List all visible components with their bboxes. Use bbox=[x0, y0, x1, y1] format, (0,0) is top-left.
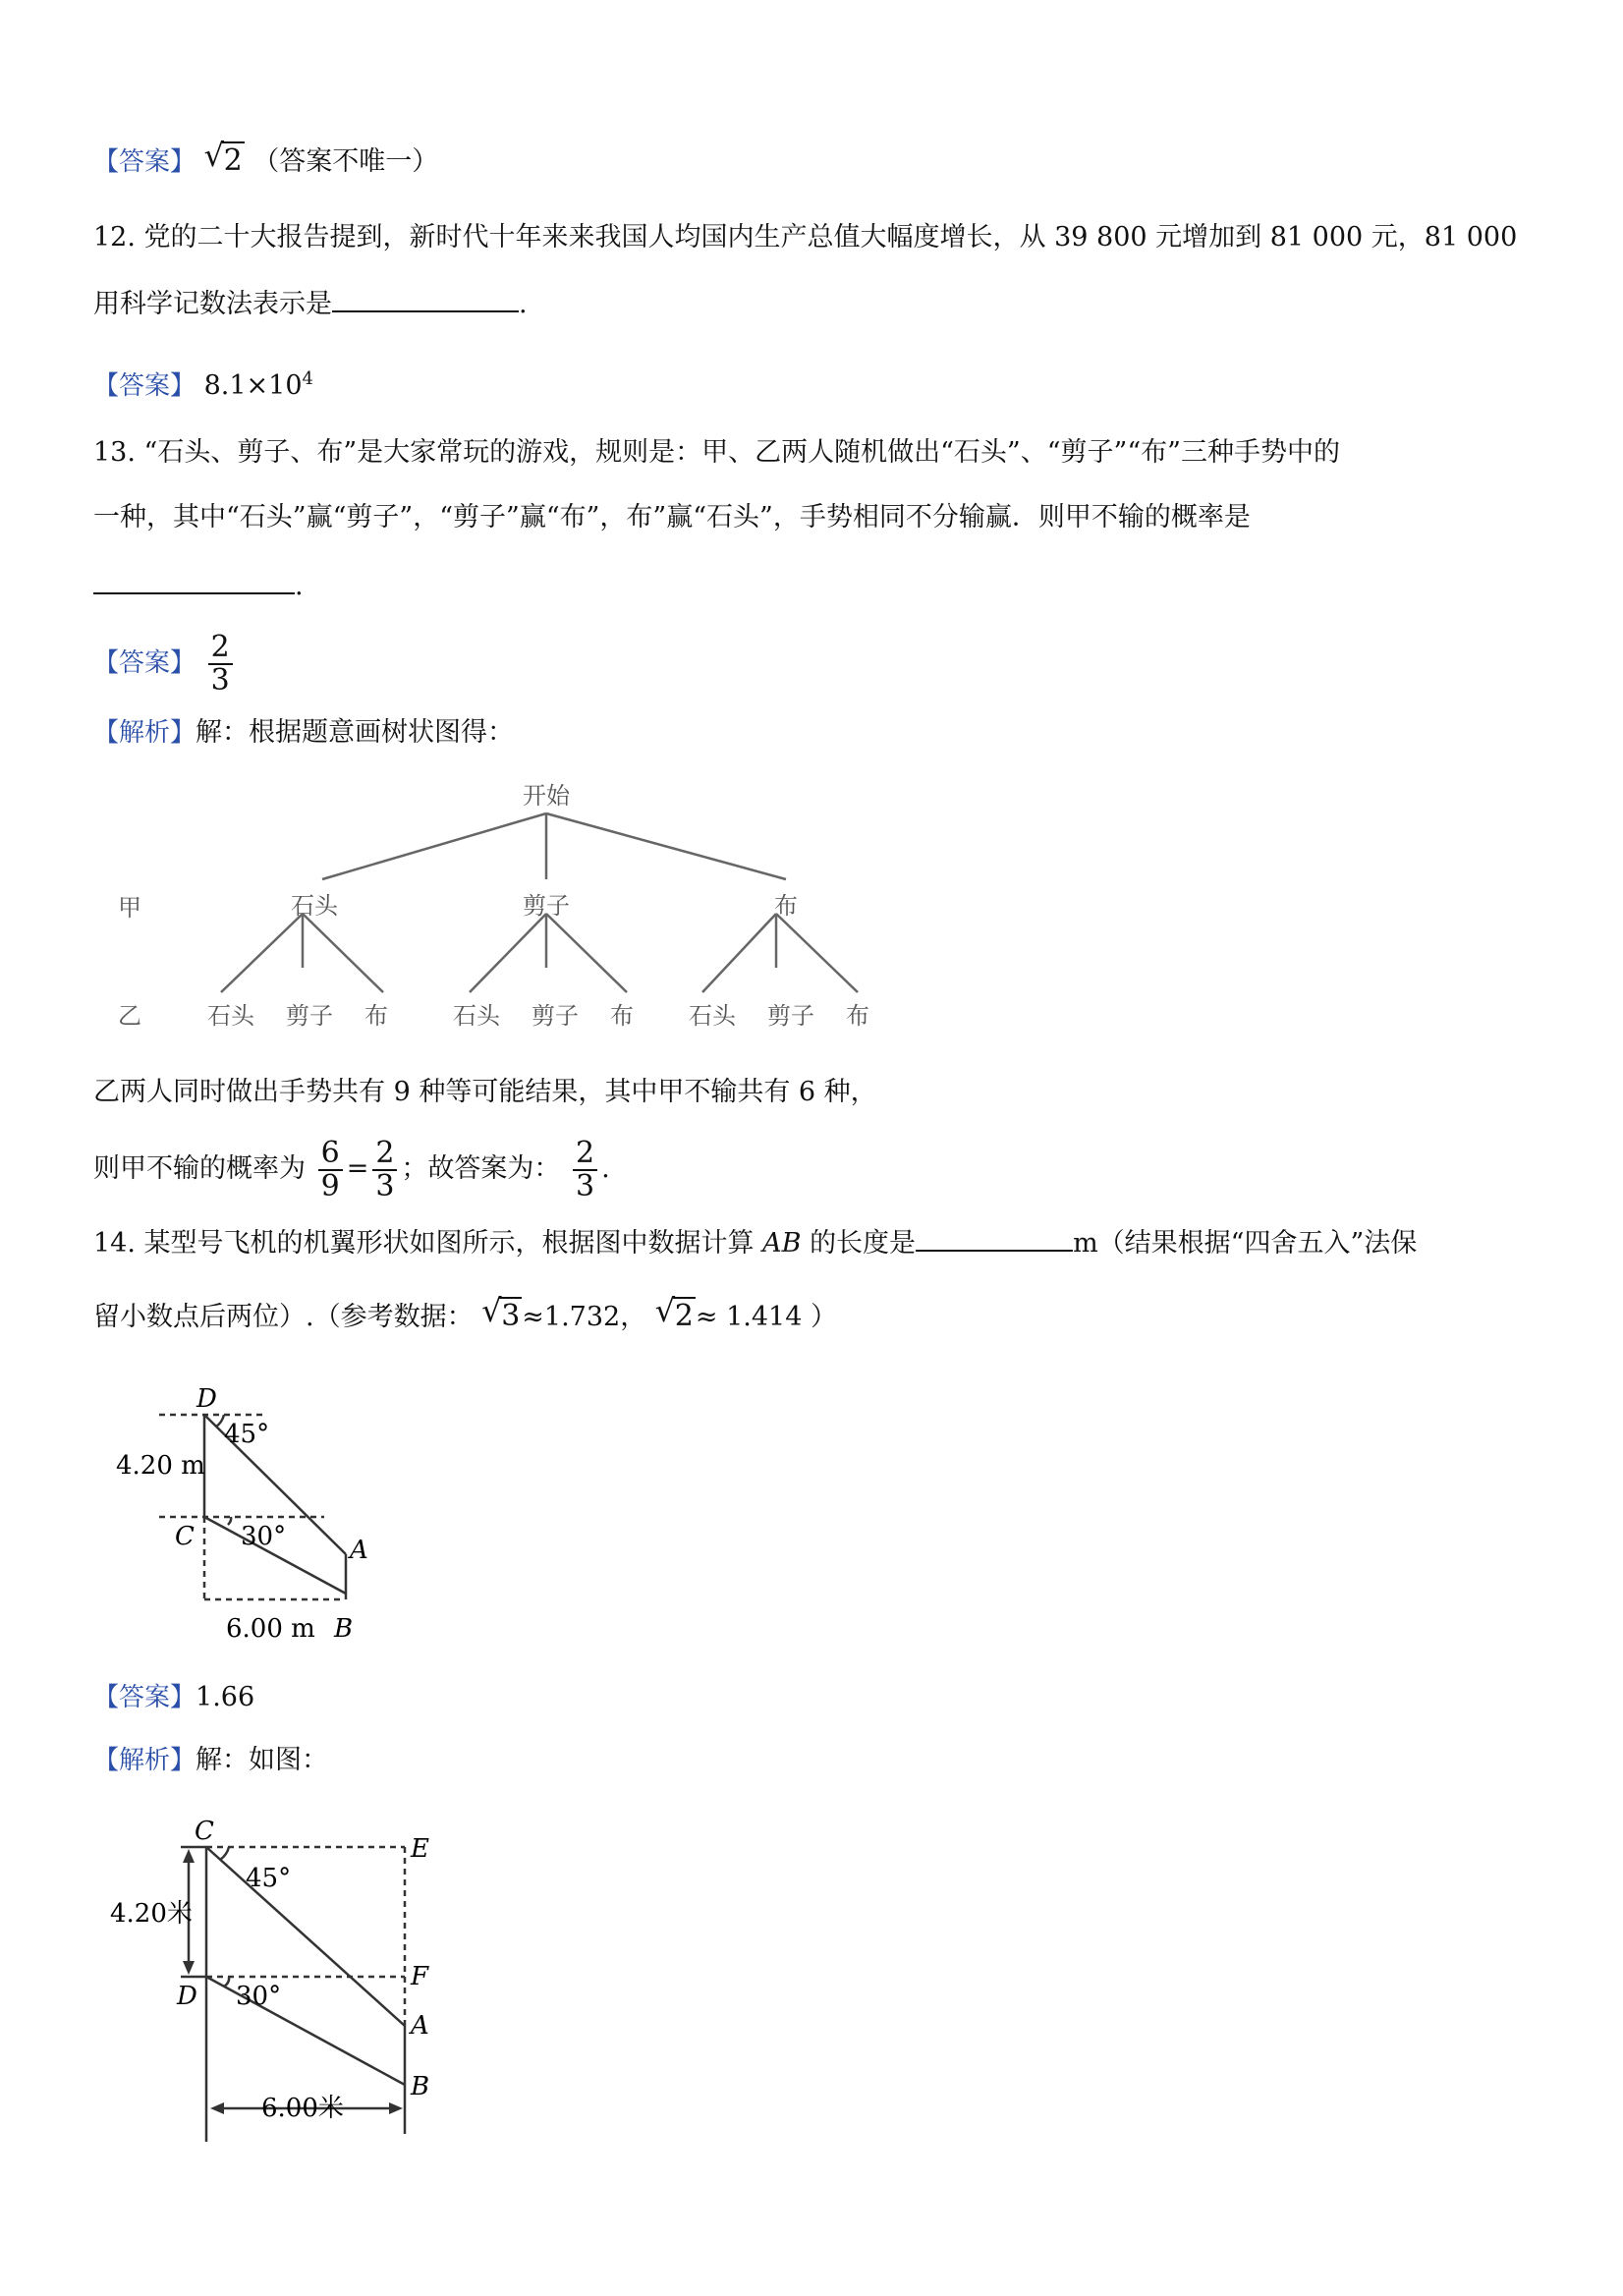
node-l2-2-0: 石头 bbox=[689, 1002, 736, 1030]
label-C: C bbox=[175, 1522, 195, 1551]
angle-45-2: 45° bbox=[246, 1864, 292, 1893]
wing-figure-2 bbox=[98, 1808, 452, 2161]
node-l1-2: 布 bbox=[774, 892, 798, 920]
tree-diagram bbox=[98, 766, 884, 1051]
label-A2: A bbox=[411, 2011, 429, 2041]
node-l2-0-1: 剪子 bbox=[286, 1002, 333, 1030]
answer-tag: 【答案】 bbox=[93, 147, 196, 177]
tree-root: 开始 bbox=[523, 782, 570, 810]
answer-note: （答案不唯一） bbox=[252, 146, 439, 177]
angle-30: 30° bbox=[241, 1522, 287, 1551]
width-label-2: 6.00米 bbox=[261, 2094, 344, 2123]
q13-analysis: 【解析】解：根据题意画树状图得： bbox=[93, 717, 515, 748]
q13-explain2: 则甲不输的概率为 $\frac{6}{9}$ = $\frac{2}{3}$ ；故答案为： $\frac{2}{3}$ . bbox=[93, 1135, 610, 1204]
label-B2: B bbox=[411, 2072, 430, 2101]
row-label-jia: 甲 bbox=[118, 894, 141, 922]
width-label: 6.00 m bbox=[226, 1614, 315, 1644]
q12-line2: 用科学记数法表示是 . bbox=[93, 283, 528, 324]
q12-line1: 12. 党的二十大报告提到，新时代十年来来我国人均国内生产总值大幅度增长，从 39 800 元增加到 81 000 元，81 000 bbox=[93, 222, 1518, 252]
fraction: $\frac{2}{3}$ bbox=[208, 632, 233, 697]
node-l1-0: 石头 bbox=[291, 892, 338, 920]
analysis-tag: 【解析】 bbox=[93, 1746, 196, 1775]
answer-blank bbox=[916, 1222, 1073, 1252]
q13-line1: 13. “石头、剪子、布”是大家常玩的游戏，规则是：甲、乙两人随机做出“石头”、“剪子”“布”三种手势中的 bbox=[93, 437, 1340, 468]
label-D2: D bbox=[177, 1982, 197, 2011]
answer-tag: 【答案】 bbox=[93, 648, 196, 678]
node-l1-1: 剪子 bbox=[523, 892, 570, 920]
q13-line2: 一种，其中“石头”赢“剪子”，“剪子”赢“布”，布”赢“石头”，手势相同不分输赢．则甲不输的概率是 bbox=[93, 502, 1251, 532]
angle-45: 45° bbox=[224, 1420, 270, 1449]
q13-line3: . bbox=[93, 565, 304, 606]
answer-tag: 【答案】 bbox=[93, 371, 196, 401]
row-label-yi: 乙 bbox=[118, 1002, 141, 1030]
wing-figure-1 bbox=[98, 1375, 413, 1651]
node-l2-0-0: 石头 bbox=[207, 1002, 254, 1030]
node-l2-0-2: 布 bbox=[364, 1002, 388, 1030]
node-l2-1-2: 布 bbox=[610, 1002, 634, 1030]
label-F: F bbox=[411, 1962, 429, 1991]
height-label-2: 4.20米 bbox=[110, 1899, 193, 1929]
node-l2-1-1: 剪子 bbox=[532, 1002, 579, 1030]
q14-answer: 【答案】1.66 bbox=[93, 1682, 255, 1712]
answer-tag: 【答案】 bbox=[93, 1683, 196, 1712]
label-D: D bbox=[196, 1384, 217, 1414]
label-C2: C bbox=[195, 1817, 214, 1846]
q13-answer bbox=[93, 629, 237, 698]
answer-blank bbox=[332, 283, 519, 312]
q11-answer bbox=[93, 137, 439, 182]
q14-analysis: 【解析】解：如图： bbox=[93, 1745, 329, 1775]
label-B: B bbox=[334, 1614, 354, 1644]
sci-notation: 8.1×10 bbox=[203, 370, 303, 401]
label-A: A bbox=[350, 1536, 368, 1565]
answer-blank bbox=[93, 565, 295, 594]
height-label: 4.20 m bbox=[116, 1451, 205, 1481]
analysis-tag: 【解析】 bbox=[93, 718, 196, 748]
angle-30-2: 30° bbox=[236, 1982, 282, 2011]
q12-answer: 【答案】 $8.1\times 10^4$ bbox=[93, 368, 313, 401]
label-E: E bbox=[411, 1834, 429, 1864]
q14-line2: 留小数点后两位）.（参考数据： √ 3≈1.732， √ 2≈ 1.414 ） bbox=[93, 1292, 837, 1333]
sqrt-expression: √ 2 bbox=[203, 137, 243, 178]
node-l2-2-2: 布 bbox=[846, 1002, 869, 1030]
q14-line1: 14. 某型号飞机的机翼形状如图所示，根据图中数据计算 AB 的长度是 m（结果根据“四舍五入”法保 bbox=[93, 1222, 1417, 1263]
node-l2-2-1: 剪子 bbox=[767, 1002, 814, 1030]
node-l2-1-0: 石头 bbox=[453, 1002, 500, 1030]
q13-explain1: 乙两人同时做出手势共有 9 种等可能结果，其中甲不输共有 6 种， bbox=[93, 1077, 877, 1107]
